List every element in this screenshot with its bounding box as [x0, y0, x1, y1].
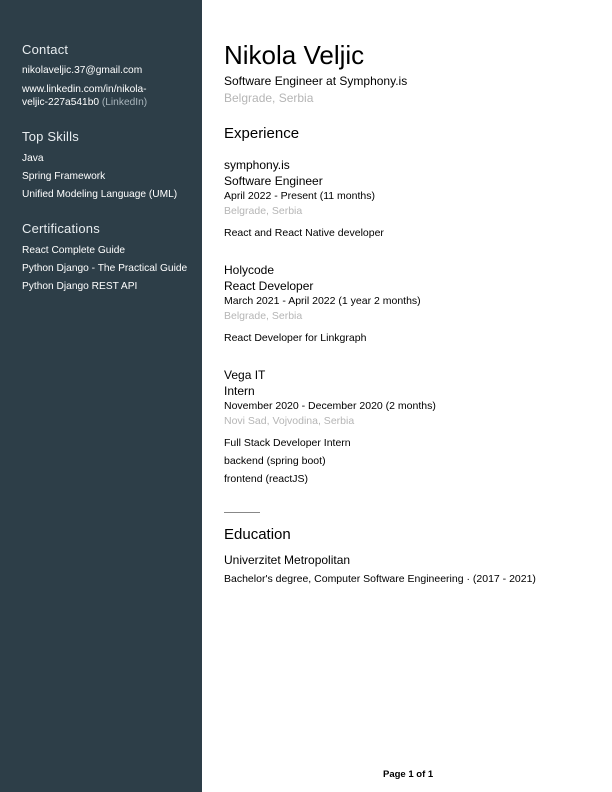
linkedin-link[interactable] — [22, 83, 202, 109]
job-description-line: React Developer for Linkgraph — [224, 332, 367, 344]
certification-item: Python Django REST API — [22, 281, 138, 292]
job-title: React Developer — [224, 279, 314, 293]
job-company: Vega IT — [224, 368, 266, 382]
job-entry — [224, 367, 594, 488]
job-dates: November 2020 - December 2020 (2 months) — [224, 400, 436, 412]
education-degree: Bachelor's degree, Computer Software Engineering · (2017 - 2021) — [224, 573, 536, 585]
education-school: Univerzitet Metropolitan — [224, 553, 351, 567]
section-divider — [224, 512, 260, 513]
job-description-line: React and React Native developer — [224, 227, 384, 239]
job-entry — [224, 157, 594, 242]
skill-item: Java — [22, 153, 44, 164]
job-company: Holycode — [224, 263, 275, 277]
job-description — [224, 329, 594, 347]
profile-location: Belgrade, Serbia — [224, 91, 314, 105]
job-dates: April 2022 - Present (11 months) — [224, 190, 375, 202]
job-title: Intern — [224, 384, 255, 398]
job-location: Novi Sad, Vojvodina, Serbia — [224, 415, 355, 427]
linkedin-suffix: (LinkedIn) — [99, 97, 148, 108]
profile-headline: Software Engineer at Symphony.is — [224, 74, 408, 88]
job-dates: March 2021 - April 2022 (1 year 2 months) — [224, 295, 421, 307]
job-description-line: frontend (reactJS) — [224, 473, 309, 485]
profile-name: Nikola Veljic — [224, 40, 365, 70]
certifications-section — [22, 221, 202, 296]
job-entry — [224, 262, 594, 347]
job-location: Belgrade, Serbia — [224, 310, 303, 322]
certifications-heading: Certifications — [22, 221, 100, 236]
job-title: Software Engineer — [224, 174, 323, 188]
education-heading: Education — [224, 526, 291, 543]
sidebar — [0, 0, 202, 792]
certification-item: React Complete Guide — [22, 245, 126, 256]
job-company: symphony.is — [224, 158, 290, 172]
job-description-line: backend (spring boot) — [224, 455, 326, 467]
top-skills-section — [22, 129, 202, 204]
top-skills-heading: Top Skills — [22, 129, 79, 144]
contact-section — [22, 42, 202, 109]
linkedin-url-line1[interactable]: www.linkedin.com/in/nikola- — [22, 84, 147, 95]
job-description — [224, 434, 594, 488]
skill-item: Spring Framework — [22, 171, 106, 182]
experience-heading: Experience — [224, 125, 300, 142]
page-number: Page 1 of 1 — [383, 769, 434, 780]
job-location: Belgrade, Serbia — [224, 205, 303, 217]
job-description-line: Full Stack Developer Intern — [224, 437, 351, 449]
contact-heading: Contact — [22, 42, 69, 57]
email-link[interactable]: nikolaveljic.37@gmail.com — [22, 65, 143, 76]
skill-item: Unified Modeling Language (UML) — [22, 189, 178, 200]
job-description — [224, 224, 594, 242]
certification-item: Python Django - The Practical Guide — [22, 263, 188, 274]
linkedin-url-line2[interactable]: veljic-227a541b0 — [22, 97, 100, 108]
